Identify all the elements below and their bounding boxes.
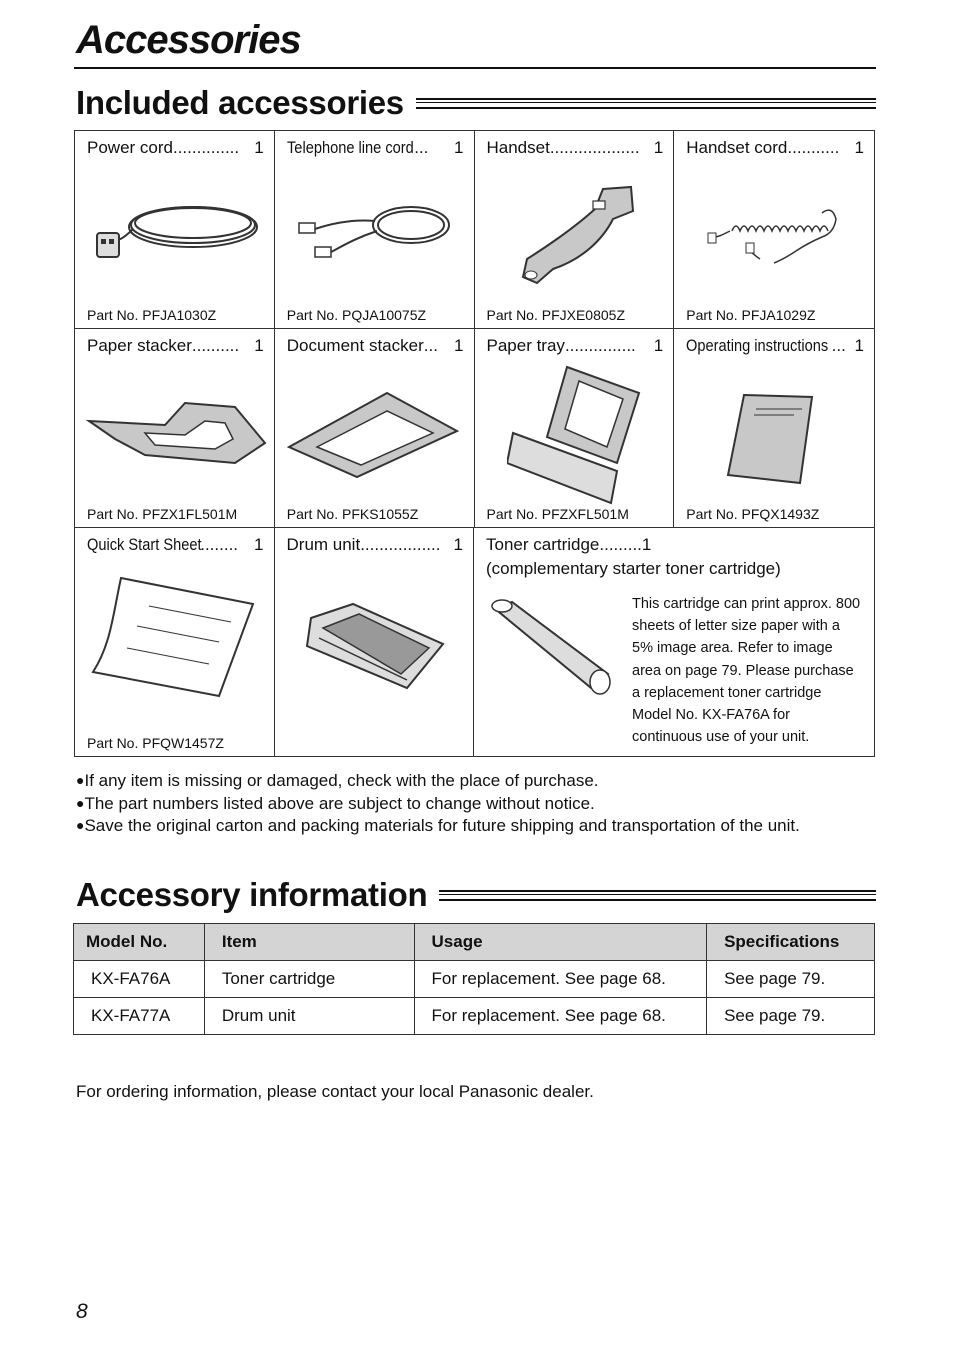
note-text: If any item is missing or damaged, check with the place of purchase. xyxy=(84,771,599,790)
item-name: Handset xyxy=(486,138,550,157)
grid-row xyxy=(75,329,874,528)
column-header: Specifications xyxy=(707,924,875,961)
item-qty: 1 xyxy=(254,138,264,157)
item-name: Drum unit xyxy=(286,535,361,554)
item-name: Paper tray xyxy=(486,336,565,355)
item-qty: 1 xyxy=(254,336,264,355)
item-qty: 1 xyxy=(254,535,264,554)
notes-list xyxy=(76,770,800,838)
toner-note: This cartridge can print approx. 800 sheets of letter size paper with a 5% image area. Refer to image area on page 79. Please purchase a replacement toner cartridge Model No. KX-FA76A for continuous use of your unit. xyxy=(632,596,861,746)
table-row xyxy=(74,998,875,1035)
part-number: Part No. PFQW1457Z xyxy=(87,735,224,751)
accessory-information-header xyxy=(76,876,876,914)
section-rule xyxy=(416,98,876,109)
power-cord-image xyxy=(93,189,263,269)
item-qty: 1 xyxy=(641,535,652,554)
section-heading: Accessory information xyxy=(76,876,428,913)
part-number: Part No. PFQX1493Z xyxy=(686,506,820,522)
part-number: Part No. PFJXE0805Z xyxy=(486,307,626,323)
accessory-cell-toner-cartridge xyxy=(474,528,874,756)
leader-dots: ......... xyxy=(599,535,642,554)
note-item xyxy=(76,815,800,838)
accessories-grid xyxy=(74,130,875,757)
page-title: Accessories xyxy=(76,18,301,62)
part-number: Part No. PFZX1FL501M xyxy=(87,506,238,522)
table-cell: Toner cartridge xyxy=(204,961,414,998)
document-stacker-image xyxy=(287,391,467,481)
accessory-cell-handset-cord xyxy=(674,131,874,328)
part-number: Part No. PFJA1029Z xyxy=(686,307,816,323)
accessory-cell-paper-tray xyxy=(475,329,675,527)
bullet-icon: ● xyxy=(76,772,85,788)
accessory-cell-document-stacker xyxy=(275,329,475,527)
column-header: Model No. xyxy=(74,924,205,961)
accessory-info-table xyxy=(73,923,875,1035)
manual-image xyxy=(724,391,824,486)
bullet-icon: ● xyxy=(76,817,85,833)
handset-image xyxy=(513,179,643,289)
leader-dots: ........ xyxy=(200,535,239,554)
bullet-icon: ● xyxy=(76,794,85,811)
accessory-cell-paper-stacker xyxy=(75,329,275,527)
table-cell: KX-FA76A xyxy=(74,961,205,998)
item-qty: 1 xyxy=(854,336,864,355)
grid-row xyxy=(75,131,874,329)
note-item xyxy=(76,793,800,816)
accessory-cell-handset xyxy=(475,131,675,328)
note-text: The part numbers listed above are subject to change without notice. xyxy=(84,793,595,813)
toner-subtitle: (complementary starter toner cartridge) xyxy=(486,559,781,578)
item-name: Quick Start Sheet xyxy=(87,535,202,554)
leader-dots: .......... xyxy=(191,336,240,355)
ordering-info: For ordering information, please contact your local Panasonic dealer. xyxy=(76,1082,594,1101)
section-heading: Included accessories xyxy=(76,84,404,121)
toner-cartridge-image xyxy=(484,598,614,698)
item-qty: 1 xyxy=(453,535,463,554)
table-cell: For replacement. See page 68. xyxy=(414,998,707,1035)
item-qty: 1 xyxy=(653,336,664,355)
column-header: Item xyxy=(204,924,414,961)
section-rule xyxy=(439,890,876,901)
part-number: Part No. PQJA10075Z xyxy=(286,307,427,323)
part-number: Part No. PFJA1030Z xyxy=(87,307,217,323)
item-name: Handset cord xyxy=(686,138,788,157)
part-number: Part No. PFKS1055Z xyxy=(286,506,419,522)
leader-dots: ... xyxy=(423,336,438,355)
accessory-cell-drum-unit xyxy=(275,528,475,756)
accessory-cell-power-cord xyxy=(75,131,275,328)
telephone-cord-image xyxy=(293,191,463,271)
table-header-row xyxy=(74,924,875,961)
column-header: Usage xyxy=(414,924,707,961)
page-number: 8 xyxy=(76,1300,88,1323)
leader-dots: .............. xyxy=(172,138,240,157)
table-row xyxy=(74,961,875,998)
leader-dots: ... xyxy=(831,336,846,355)
table-cell: See page 79. xyxy=(707,998,875,1035)
accessory-cell-operating-instructions xyxy=(674,329,874,527)
item-name: Power cord xyxy=(87,138,173,157)
accessory-cell-telephone-line-cord xyxy=(275,131,475,328)
item-qty: 1 xyxy=(653,138,664,157)
grid-row xyxy=(75,528,874,756)
leader-dots: ................. xyxy=(360,535,441,554)
table-cell: See page 79. xyxy=(707,961,875,998)
table-cell: Drum unit xyxy=(204,998,414,1035)
drum-unit-image xyxy=(303,598,453,698)
item-qty: 1 xyxy=(454,336,464,355)
part-number: Part No. PFZXFL501M xyxy=(486,506,629,522)
item-name: Paper stacker xyxy=(87,336,192,355)
item-name: Toner cartridge xyxy=(486,535,600,554)
handset-cord-image xyxy=(692,193,862,283)
leader-dots: ............... xyxy=(564,336,636,355)
paper-stacker-image xyxy=(85,399,270,479)
leader-dots: ... xyxy=(414,138,429,157)
accessory-cell-quick-start-sheet xyxy=(75,528,275,756)
note-item xyxy=(76,770,800,793)
quick-start-sheet-image xyxy=(91,574,261,704)
paper-tray-image xyxy=(507,363,647,508)
table-cell: For replacement. See page 68. xyxy=(414,961,707,998)
note-text: Save the original carton and packing materials for future shipping and transportation of the unit. xyxy=(84,816,800,835)
item-name: Telephone line cord xyxy=(286,138,414,157)
table-cell: KX-FA77A xyxy=(74,998,205,1035)
item-name: Document stacker xyxy=(286,336,424,355)
included-accessories-header xyxy=(76,84,876,122)
item-name: Operating instructions xyxy=(686,336,829,355)
title-rule xyxy=(74,67,876,69)
item-qty: 1 xyxy=(854,138,864,157)
item-qty: 1 xyxy=(454,138,464,157)
leader-dots: ................... xyxy=(549,138,640,157)
leader-dots: ........... xyxy=(787,138,840,157)
